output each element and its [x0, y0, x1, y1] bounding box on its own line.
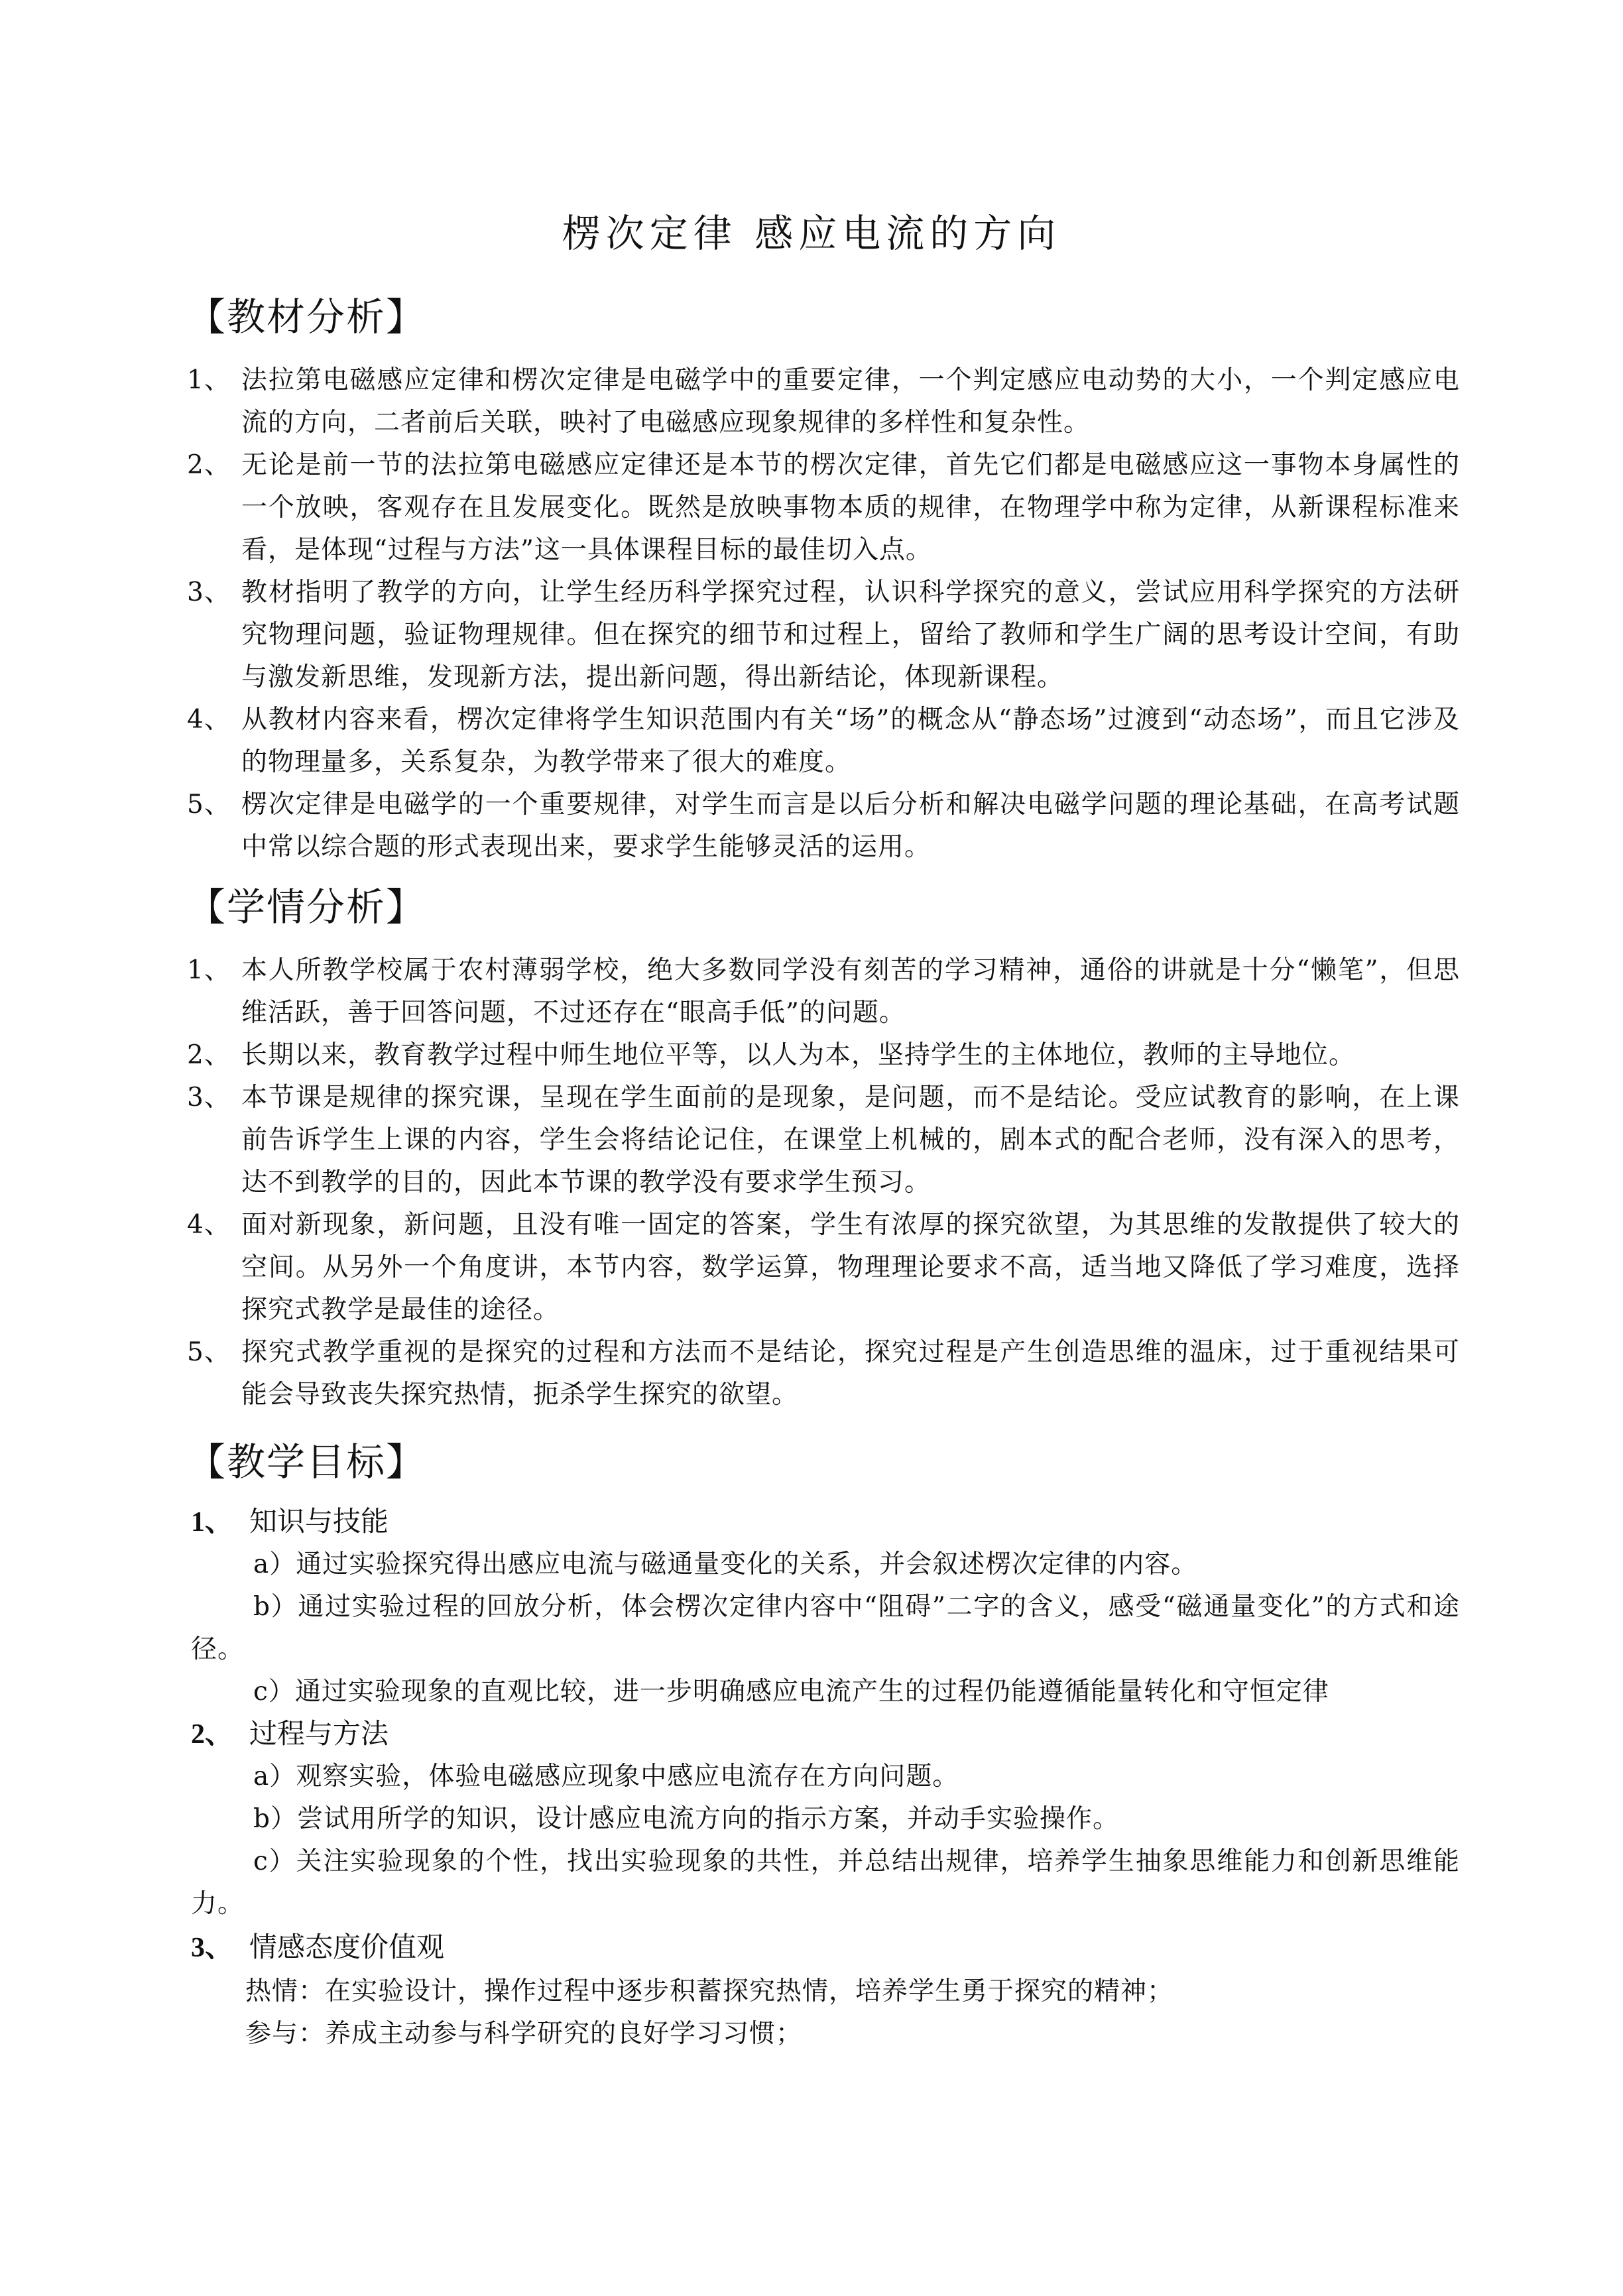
- item-number: 5、: [187, 790, 231, 819]
- list-item: [187, 1331, 1460, 1416]
- textbook-analysis-list: [187, 359, 1460, 869]
- list-item: [187, 444, 1460, 572]
- section-heading-goals: 【教学目标】: [187, 1439, 426, 1484]
- item-number: 1、: [187, 955, 231, 985]
- goal-title: 知识与技能: [249, 1505, 389, 1538]
- goal-number: 1、: [191, 1507, 233, 1538]
- list-item: [187, 1077, 1460, 1204]
- item-text: 无论是前一节的法拉第电磁感应定律还是本节的楞次定律，首先它们都是电磁感应这一事物本身属性的一个放映，客观存在且发展变化。既然是放映事物本质的规律，在物理学中称为定律，从新课程标准来看，是体现“过程与方法”这一具体课程目标的最佳切入点。: [241, 450, 1460, 565]
- item-number: 2、: [187, 1040, 231, 1070]
- item-text: 本节课是规律的探究课，呈现在学生面前的是现象，是问题，而不是结论。受应试教育的影响，在上课前告诉学生上课的内容，学生会将结论记住，在课堂上机械的，剧本式的配合老师，没有深入的思考，达不到教学的目的，因此本节课的教学没有要求学生预习。: [241, 1083, 1460, 1197]
- item-text: 本人所教学校属于农村薄弱学校，绝大多数同学没有刻苦的学习精神，通俗的讲就是十分“懒笔”，但思维活跃，善于回答问题，不过还存在“眼高手低”的问题。: [241, 955, 1460, 1028]
- item-text: 楞次定律是电磁学的一个重要规律，对学生而言是以后分析和解决电磁学问题的理论基础，在高考试题中常以综合题的形式表现出来，要求学生能够灵活的运用。: [241, 790, 1460, 862]
- goal-group-lines: [191, 1970, 1460, 2055]
- item-number: 3、: [187, 577, 231, 607]
- goal-line: a）观察实验，体验电磁感应现象中感应电流存在方向问题。: [253, 1762, 959, 1791]
- item-number: 3、: [187, 1083, 231, 1113]
- goal-number: 2、: [191, 1719, 233, 1750]
- item-text: 从教材内容来看，楞次定律将学生知识范围内有关“场”的概念从“静态场”过渡到“动态场”，而且它涉及的物理量多，关系复杂，为教学带来了很大的难度。: [241, 705, 1460, 777]
- goal-line: c）通过实验现象的直观比较，进一步明确感应电流产生的过程仍能遵循能量转化和守恒定律: [253, 1677, 1329, 1707]
- list-item: [187, 1204, 1460, 1331]
- goal-line: 热情：在实验设计，操作过程中逐步积蓄探究热情，培养学生勇于探究的精神；: [245, 1976, 1174, 2006]
- list-item: [187, 572, 1460, 699]
- goal-group-heading: [191, 1713, 389, 1755]
- goal-group-lines: [191, 1543, 1460, 1713]
- goal-number: 3、: [191, 1933, 233, 1963]
- item-number: 4、: [187, 705, 231, 735]
- goal-group-heading: [191, 1927, 444, 1968]
- list-item: [187, 784, 1460, 869]
- student-analysis-list: [187, 949, 1460, 1416]
- list-item: [187, 949, 1460, 1034]
- goal-line: b）尝试用所学的知识，设计感应电流方向的指示方案，并动手实验操作。: [253, 1804, 1119, 1834]
- item-text: 教材指明了教学的方向，让学生经历科学探究过程，认识科学探究的意义，尝试应用科学探究的方法研究物理问题，验证物理规律。但在探究的细节和过程上，留给了教师和学生广阔的思考设计空间，有助与激发新思维，发现新方法，提出新问题，得出新结论，体现新课程。: [241, 577, 1460, 692]
- item-text: 探究式教学重视的是探究的过程和方法而不是结论，探究过程是产生创造思维的温床，过于重视结果可能会导致丧失探究热情，扼杀学生探究的欲望。: [241, 1337, 1460, 1410]
- section-heading-textbook: 【教材分析】: [187, 294, 426, 339]
- goal-title: 情感态度价值观: [249, 1931, 445, 1963]
- list-item: [187, 699, 1460, 784]
- list-item: [187, 359, 1460, 444]
- item-number: 1、: [187, 365, 231, 395]
- goal-line: c）关注实验现象的个性，找出实验现象的共性，并总结出规律，培养学生抽象思维能力和创新思维能力。: [191, 1846, 1460, 1919]
- item-text: 法拉第电磁感应定律和楞次定律是电磁学中的重要定律，一个判定感应电动势的大小，一个判定感应电流的方向，二者前后关联，映衬了电磁感应现象规律的多样性和复杂性。: [241, 365, 1460, 438]
- item-text: 长期以来，教育教学过程中师生地位平等，以人为本，坚持学生的主体地位，教师的主导地位。: [241, 1040, 1356, 1070]
- item-number: 2、: [187, 450, 231, 480]
- item-number: 4、: [187, 1210, 231, 1240]
- document-title: 楞次定律 感应电流的方向: [562, 211, 1061, 256]
- item-text: 面对新现象，新问题，且没有唯一固定的答案，学生有浓厚的探究欲望，为其思维的发散提供了较大的空间。从另外一个角度讲，本节内容，数学运算，物理理论要求不高，适当地又降低了学习难度，选择探究式教学是最佳的途径。: [241, 1210, 1460, 1325]
- section-heading-students: 【学情分析】: [187, 884, 426, 930]
- goal-line: b）通过实验过程的回放分析，体会楞次定律内容中“阻碍”二字的含义，感受“磁通量变化”的方式和途径。: [191, 1592, 1460, 1664]
- goal-group-lines: [191, 1756, 1460, 1925]
- list-item: [187, 1034, 1460, 1077]
- item-number: 5、: [187, 1337, 231, 1367]
- goal-title: 过程与方法: [249, 1717, 389, 1750]
- goal-group-heading: [191, 1501, 389, 1543]
- goal-line: 参与：养成主动参与科学研究的良好学习习惯；: [245, 2019, 803, 2049]
- goal-line: a）通过实验探究得出感应电流与磁通量变化的关系，并会叙述楞次定律的内容。: [253, 1549, 1198, 1579]
